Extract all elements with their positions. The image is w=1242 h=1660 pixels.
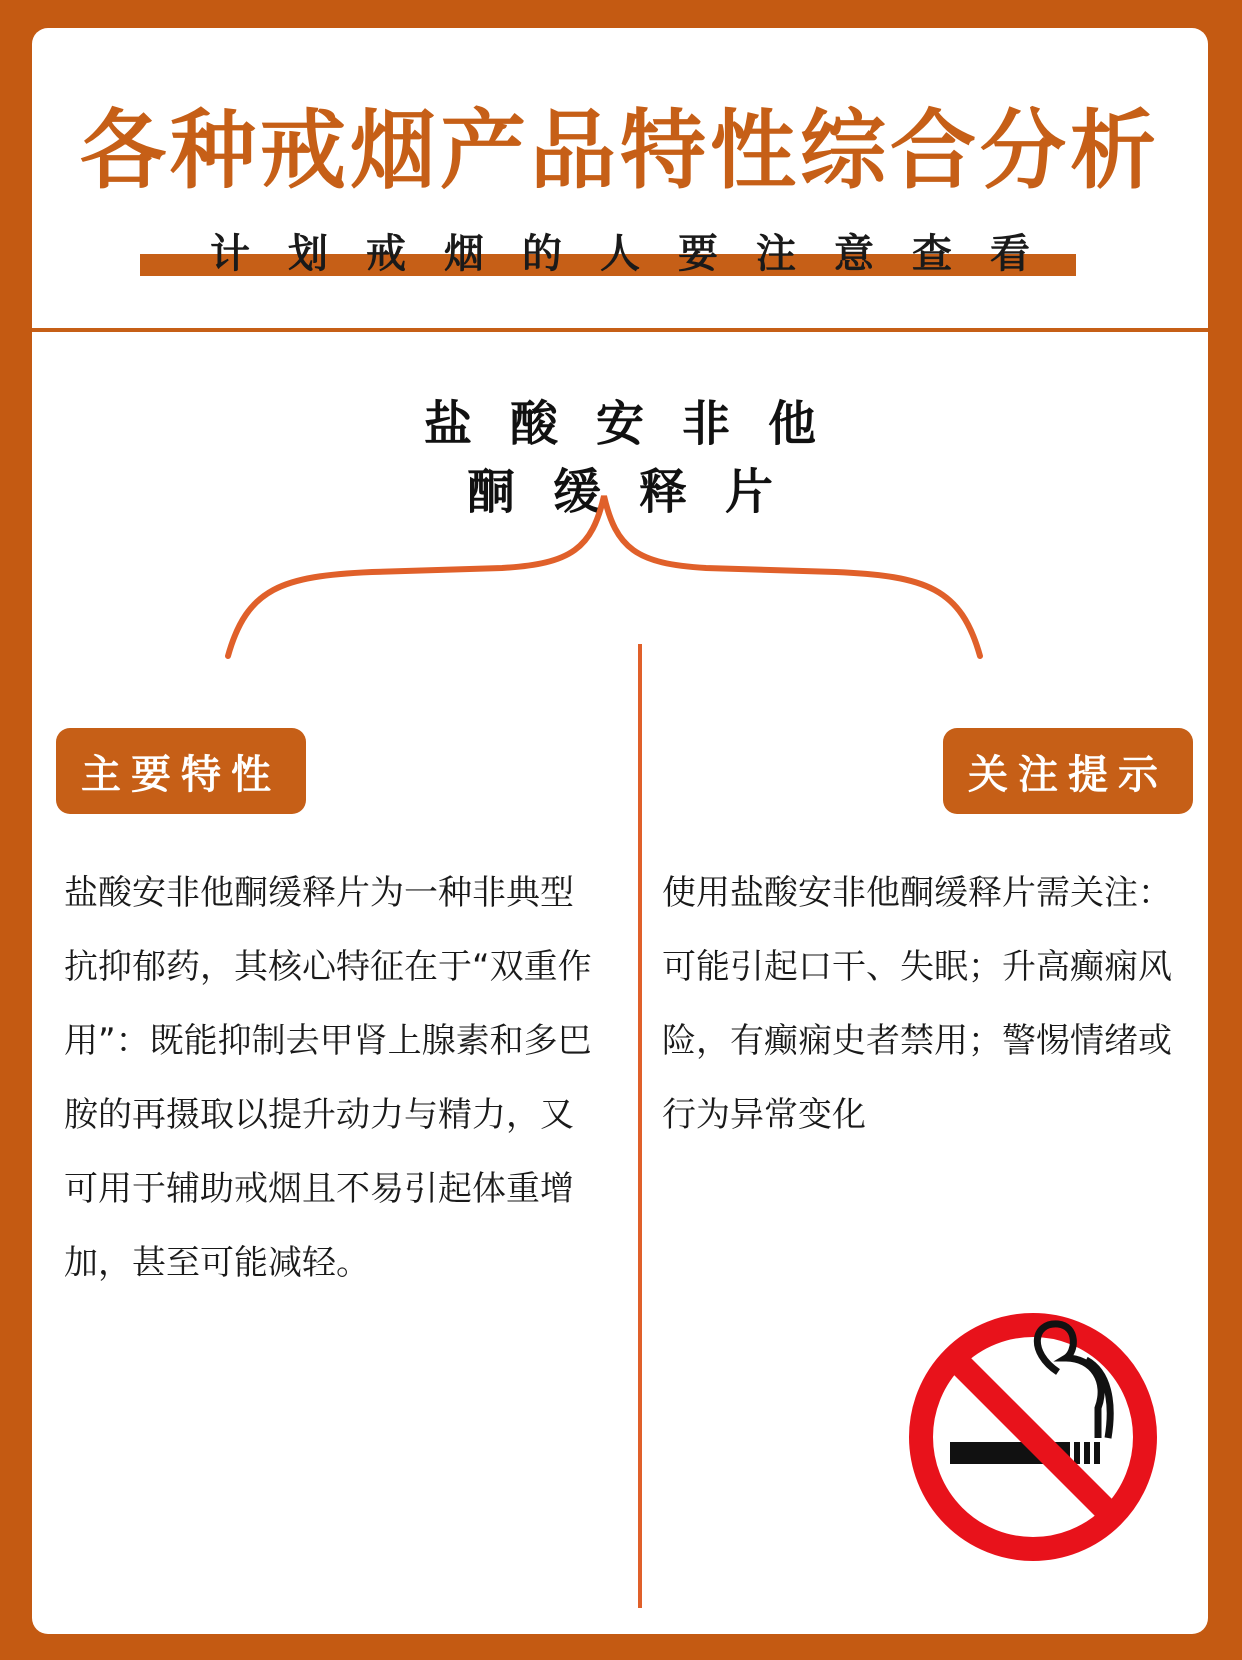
product-name-line1: 盐酸安非他 (423, 396, 854, 452)
product-name-line2: 酮缓释片 (466, 464, 811, 520)
main-features-text: 盐酸安非他酮缓释片为一种非典型抗抑郁药，其核心特征在于“双重作用”：既能抑制去甲肾上腺素和多巴胺的再摄取以提升动力与精力，又可用于辅助戒烟且不易引起体重增加，甚至可能减轻。 (64, 873, 592, 1283)
attention-tips-text: 使用盐酸安非他酮缓释片需关注：可能引起口干、失眠；升高癫痫风险，有癫痫史者禁用；警惕情绪或行为异常变化 (662, 873, 1172, 1135)
center-divider (638, 644, 642, 1608)
page-title: 各种戒烟产品特性综合分析 (80, 101, 1160, 201)
main-features-tag: 主要特性 (56, 728, 306, 814)
poster-card (32, 28, 1208, 1634)
page-subtitle: 计划戒烟的人要注意查看 (210, 231, 1068, 277)
attention-tips-tag: 关注提示 (943, 728, 1193, 814)
no-smoking-icon (908, 1312, 1158, 1562)
curly-brace-icon (32, 28, 1208, 728)
